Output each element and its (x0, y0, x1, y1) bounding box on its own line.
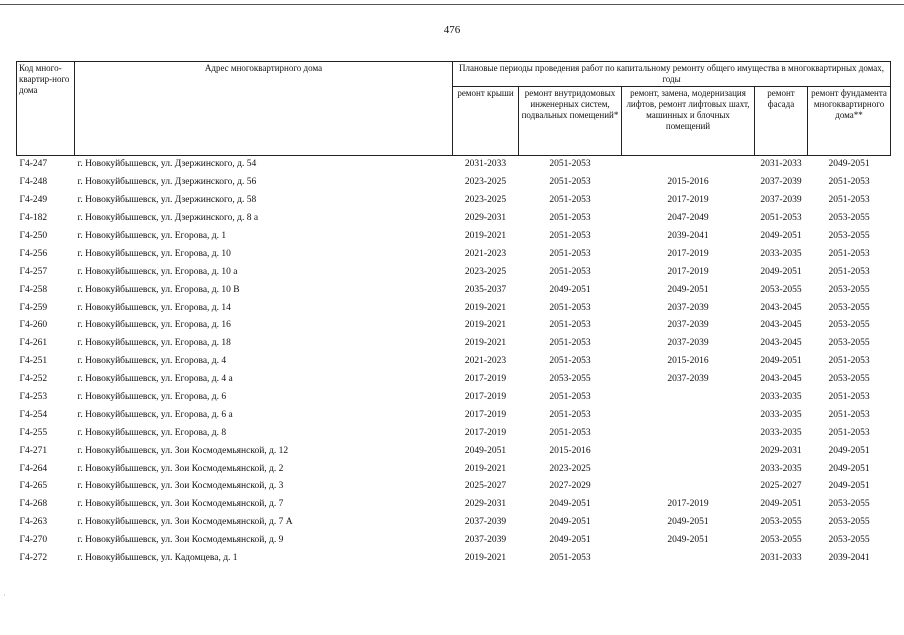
cell-facade: 2033-2035 (760, 248, 802, 259)
cell-address: г. Новокуйбышевск, ул. Дзержинского, д. 58 (77, 195, 257, 206)
cell-address: г. Новокуйбышевск, ул. Дзержинского, д. 56 (77, 177, 257, 188)
cell-roof: 2037-2039 (464, 535, 507, 546)
cell-facade: 2033-2035 (760, 392, 802, 403)
table-row (17, 389, 891, 407)
cell-address: г. Новокуйбышевск, ул. Егорова, д. 16 (77, 320, 231, 331)
cell-foundation: 2051-2053 (828, 177, 870, 188)
cell-roof: 2017-2019 (464, 392, 507, 403)
cell-code: Г4-257 (19, 266, 48, 277)
cell-foundation: 2051-2053 (828, 248, 870, 259)
scan-mark: · (3, 590, 6, 600)
cell-facade: 2049-2051 (760, 356, 802, 367)
table-row (17, 550, 891, 568)
cell-foundation: 2051-2053 (828, 392, 870, 403)
cell-roof: 2023-2025 (464, 177, 507, 188)
cell-address: г. Новокуйбышевск, ул. Зои Космодемьянской, д. 7 (77, 499, 284, 510)
cell-facade: 2053-2055 (760, 284, 802, 295)
cell-code: Г4-270 (19, 535, 48, 546)
cell-foundation: 2053-2055 (828, 374, 870, 385)
cell-address: г. Новокуйбышевск, ул. Егорова, д. 18 (77, 338, 231, 349)
cell-engineering: 2051-2053 (549, 177, 591, 188)
cell-facade: 2025-2027 (760, 481, 802, 492)
cell-roof: 2019-2021 (464, 320, 507, 331)
cell-code: Г4-263 (19, 517, 48, 528)
cell-foundation: 2053-2055 (828, 213, 870, 224)
cell-code: Г4-264 (19, 463, 48, 474)
cell-address: г. Новокуйбышевск, ул. Егорова, д. 8 (77, 427, 227, 438)
cell-foundation: 2051-2053 (828, 356, 870, 367)
table-row (17, 442, 891, 460)
table-row (17, 174, 891, 192)
cell-foundation: 2053-2055 (828, 302, 870, 313)
cell-engineering: 2051-2053 (549, 302, 591, 313)
cell-engineering: 2049-2051 (549, 535, 591, 546)
header-address: Адрес многоквартирного дома (75, 62, 453, 156)
cell-address: г. Новокуйбышевск, ул. Егорова, д. 10 В (77, 284, 240, 295)
header-foundation: ремонт фундамента многоквартирного дома** (808, 87, 891, 156)
cell-engineering: 2051-2053 (549, 392, 591, 403)
cell-foundation: 2053-2055 (828, 284, 870, 295)
cell-foundation: 2051-2053 (828, 427, 870, 438)
table-row (17, 496, 891, 514)
cell-code: Г4-251 (19, 356, 48, 367)
cell-lifts: 2017-2019 (667, 248, 709, 259)
cell-lifts: 2037-2039 (667, 320, 709, 331)
cell-foundation: 2049-2051 (828, 445, 870, 456)
header-roof: ремонт крыши (453, 87, 519, 156)
cell-engineering: 2051-2053 (549, 213, 591, 224)
table-row (17, 263, 891, 281)
cell-engineering: 2051-2053 (549, 320, 591, 331)
cell-roof: 2017-2019 (464, 374, 507, 385)
cell-code: Г4-261 (19, 338, 48, 349)
table-row (17, 317, 891, 335)
cell-facade: 2033-2035 (760, 427, 802, 438)
cell-roof: 2035-2037 (464, 284, 507, 295)
cell-foundation: 2051-2053 (828, 266, 870, 277)
cell-engineering: 2051-2053 (549, 266, 591, 277)
table-row (17, 514, 891, 532)
cell-foundation: 2049-2051 (828, 159, 870, 170)
cell-code: Г4-182 (19, 213, 48, 224)
cell-facade: 2053-2055 (760, 535, 802, 546)
cell-facade: 2033-2035 (760, 409, 802, 420)
cell-code: Г4-268 (19, 499, 48, 510)
cell-code: Г4-258 (19, 284, 48, 295)
header-code: Код много-квартир-ного дома (17, 62, 75, 156)
cell-address: г. Новокуйбышевск, ул. Зои Космодемьянской, д. 3 (77, 481, 284, 492)
cell-code: Г4-252 (19, 374, 48, 385)
cell-lifts (622, 442, 755, 460)
cell-lifts (622, 389, 755, 407)
cell-engineering: 2053-2055 (549, 374, 591, 385)
cell-code: Г4-247 (19, 159, 48, 170)
cell-roof: 2019-2021 (464, 338, 507, 349)
cell-code: Г4-250 (19, 231, 48, 241)
cell-roof: 2049-2051 (464, 445, 507, 456)
cell-lifts: 2049-2051 (667, 284, 709, 295)
table-row (17, 156, 891, 174)
cell-code: Г4-265 (19, 481, 48, 492)
table-row (17, 192, 891, 210)
cell-facade: 2029-2031 (760, 445, 802, 456)
cell-facade: 2033-2035 (760, 463, 802, 474)
cell-lifts: 2049-2051 (667, 517, 709, 528)
cell-engineering: 2049-2051 (549, 499, 591, 510)
cell-lifts (622, 406, 755, 424)
table-row (17, 353, 891, 371)
cell-engineering: 2051-2053 (549, 248, 591, 259)
cell-code: Г4-272 (19, 553, 48, 564)
cell-foundation: 2049-2051 (828, 481, 870, 492)
cell-engineering: 2051-2053 (549, 409, 591, 420)
table-row (17, 371, 891, 389)
cell-lifts: 2037-2039 (667, 374, 709, 385)
cell-facade: 2043-2045 (760, 320, 802, 331)
cell-address: г. Новокуйбышевск, ул. Дзержинского, д. 54 (77, 159, 257, 170)
cell-code: Г4-271 (19, 445, 48, 456)
cell-roof: 2023-2025 (464, 266, 507, 277)
cell-facade: 2043-2045 (760, 338, 802, 349)
cell-engineering: 2051-2053 (549, 195, 591, 206)
capital-repair-table (16, 61, 891, 567)
cell-address: г. Новокуйбышевск, ул. Кадомцева, д. 1 (77, 553, 238, 564)
table-row (17, 299, 891, 317)
cell-code: Г4-254 (19, 409, 48, 420)
cell-code: Г4-260 (19, 320, 48, 331)
cell-foundation: 2053-2055 (828, 231, 870, 241)
cell-roof: 2019-2021 (464, 302, 507, 313)
cell-engineering: 2049-2051 (549, 284, 591, 295)
table-body (17, 156, 891, 568)
cell-address: г. Новокуйбышевск, ул. Егорова, д. 14 (77, 302, 231, 313)
cell-facade: 2053-2055 (760, 517, 802, 528)
table-row (17, 478, 891, 496)
cell-address: г. Новокуйбышевск, ул. Дзержинского, д. 8 а (77, 213, 259, 224)
cell-address: г. Новокуйбышевск, ул. Зои Космодемьянской, д. 9 (77, 535, 284, 546)
table-row (17, 245, 891, 263)
cell-roof: 2017-2019 (464, 409, 507, 420)
cell-roof: 2025-2027 (464, 481, 507, 492)
cell-roof: 2023-2025 (464, 195, 507, 206)
cell-address: г. Новокуйбышевск, ул. Зои Космодемьянской, д. 2 (77, 463, 284, 474)
cell-lifts: 2037-2039 (667, 302, 709, 313)
cell-foundation: 2053-2055 (828, 517, 870, 528)
cell-roof: 2019-2021 (464, 553, 507, 564)
cell-foundation: 2051-2053 (828, 409, 870, 420)
header-facade: ремонт фасада (755, 87, 808, 156)
top-rule (0, 4, 904, 5)
cell-engineering: 2051-2053 (549, 553, 591, 564)
cell-roof: 2029-2031 (464, 213, 507, 224)
cell-engineering: 2023-2025 (549, 463, 591, 474)
cell-roof: 2021-2023 (464, 248, 507, 259)
cell-lifts (622, 424, 755, 442)
cell-roof: 2017-2019 (464, 427, 507, 438)
cell-address: г. Новокуйбышевск, ул. Егорова, д. 10 (77, 248, 231, 259)
cell-lifts: 2047-2049 (667, 213, 709, 224)
cell-foundation: 2039-2041 (828, 553, 870, 564)
cell-foundation: 2053-2055 (828, 499, 870, 510)
cell-foundation: 2049-2051 (828, 463, 870, 474)
cell-address: г. Новокуйбышевск, ул. Егорова, д. 1 (77, 231, 227, 241)
cell-foundation: 2053-2055 (828, 338, 870, 349)
cell-lifts: 2037-2039 (667, 338, 709, 349)
header-periods: Плановые периоды проведения работ по капитальному ремонту общего имущества в многоквартирных домах, годы (453, 62, 891, 87)
cell-lifts (622, 550, 755, 568)
cell-facade: 2049-2051 (760, 499, 802, 510)
cell-lifts: 2015-2016 (667, 177, 709, 188)
cell-code: Г4-248 (19, 177, 48, 188)
cell-lifts: 2015-2016 (667, 356, 709, 367)
cell-lifts (622, 478, 755, 496)
table-row (17, 424, 891, 442)
table-header (17, 62, 891, 156)
cell-engineering: 2051-2053 (549, 159, 591, 170)
cell-engineering: 2051-2053 (549, 231, 591, 241)
table-row (17, 406, 891, 424)
cell-roof: 2021-2023 (464, 356, 507, 367)
cell-address: г. Новокуйбышевск, ул. Егорова, д. 4 а (77, 374, 233, 385)
cell-engineering: 2049-2051 (549, 517, 591, 528)
cell-lifts (622, 156, 755, 174)
header-engineering: ремонт внутридомовых инженерных систем, подвальных помещений* (519, 87, 622, 156)
table-row (17, 335, 891, 353)
cell-facade: 2051-2053 (760, 213, 802, 224)
cell-roof: 2019-2021 (464, 463, 507, 474)
cell-engineering: 2051-2053 (549, 427, 591, 438)
cell-foundation: 2051-2053 (828, 195, 870, 206)
cell-code: Г4-256 (19, 248, 48, 259)
cell-foundation: 2053-2055 (828, 320, 870, 331)
cell-address: г. Новокуйбышевск, ул. Егорова, д. 4 (77, 356, 227, 367)
cell-code: Г4-249 (19, 195, 48, 206)
cell-facade: 2037-2039 (760, 177, 802, 188)
cell-code: Г4-253 (19, 392, 48, 403)
cell-facade: 2043-2045 (760, 302, 802, 313)
cell-roof: 2019-2021 (464, 231, 507, 241)
page-number: 476 (443, 24, 461, 36)
table-row (17, 228, 891, 246)
cell-lifts: 2017-2019 (667, 499, 709, 510)
cell-code: Г4-255 (19, 427, 48, 438)
header-lifts: ремонт, замена, модернизация лифтов, ремонт лифтовых шахт, машинных и блочных помещений (622, 87, 755, 156)
table-row (17, 532, 891, 550)
cell-address: г. Новокуйбышевск, ул. Егорова, д. 10 а (77, 266, 238, 277)
cell-facade: 2037-2039 (760, 195, 802, 206)
table-row (17, 210, 891, 228)
cell-facade: 2031-2033 (760, 159, 802, 170)
cell-engineering: 2051-2053 (549, 356, 591, 367)
cell-engineering: 2027-2029 (549, 481, 591, 492)
cell-address: г. Новокуйбышевск, ул. Егорова, д. 6 (77, 392, 227, 403)
cell-facade: 2031-2033 (760, 553, 802, 564)
cell-address: г. Новокуйбышевск, ул. Егорова, д. 6 а (77, 409, 233, 420)
table-row (17, 281, 891, 299)
cell-foundation: 2053-2055 (828, 535, 870, 546)
cell-roof: 2029-2031 (464, 499, 507, 510)
cell-code: Г4-259 (19, 302, 48, 313)
cell-facade: 2049-2051 (760, 266, 802, 277)
cell-roof: 2031-2033 (464, 159, 507, 170)
cell-engineering: 2015-2016 (549, 445, 591, 456)
cell-lifts: 2017-2019 (667, 195, 709, 206)
cell-facade: 2043-2045 (760, 374, 802, 385)
cell-roof: 2037-2039 (464, 517, 507, 528)
cell-address: г. Новокуйбышевск, ул. Зои Космодемьянской, д. 7 А (77, 517, 293, 528)
cell-address: г. Новокуйбышевск, ул. Зои Космодемьянской, д. 12 (77, 445, 289, 456)
cell-facade: 2049-2051 (760, 231, 802, 241)
cell-lifts: 2039-2041 (667, 231, 709, 241)
cell-lifts (622, 460, 755, 478)
cell-lifts: 2017-2019 (667, 266, 709, 277)
cell-engineering: 2051-2053 (549, 338, 591, 349)
table-row (17, 460, 891, 478)
cell-lifts: 2049-2051 (667, 535, 709, 546)
